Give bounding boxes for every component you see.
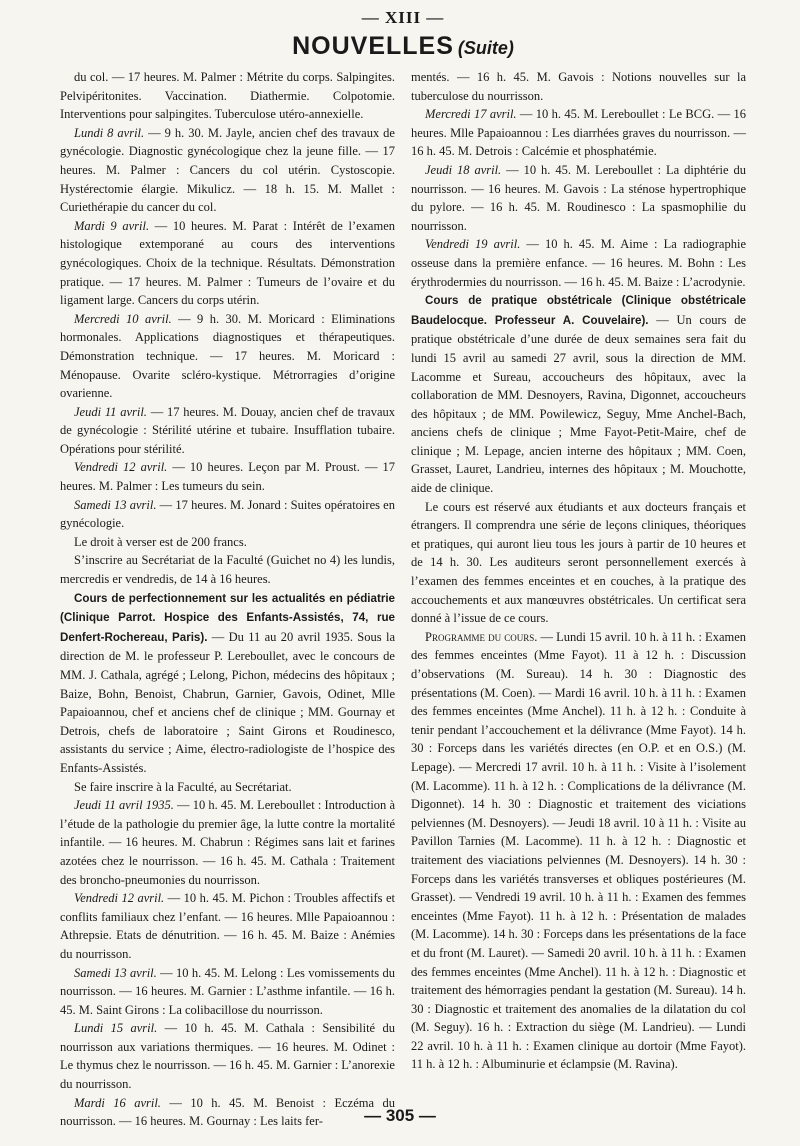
paragraph-text: — Du 11 au 20 avril 1935. Sous la direction de M. le professeur P. Lereboullet, avec le concours de MM. J. Cathala, agrégé ; Lelong, Pichon, médecins des hôpitaux ; Baize, Bohn, Benoist, Chabrun, Garnier, Gavois, Odinet, Mlle Papaioannou, chef et anciens chef de clinique ; MM. Gournay et Detrois, chefs de laboratoire ; Saint Girons et Roudinesco, assistants du service ; Aime, électro-radiologiste de l’hospice des Enfants-Assistés.	[60, 629, 395, 775]
paragraph-text: — Un cours de pratique obstétricale d’une durée de deux semaines sera fait du lundi 15 avril au samedi 27 avril, sous la direction de MM. Lacomme et Sureau, accoucheurs des hôpitaux, avec la collaboration de MM. Desnoyers, Ravina, Digonnet, accoucheurs des hôpitaux ; de MM. Powilewicz, Seguy, Mme Anchel-Bach, anciens chefs de clinique ; Mme Fayot-Petit-Maire, chef de clinique ; M. Lepage, ancien interne des hôpitaux ; MM. Coen, Grasset, Lauret, Landrieu, internes des hôpitaux ; M. Mouchotte, aide de clinique.	[411, 312, 747, 496]
date-label: Samedi 13 avril.	[74, 965, 157, 980]
paragraph-text: Le droit à verser est de 200 francs.	[74, 534, 247, 549]
paragraph-text: — 10 heures. Leçon par M. Proust. — 17 heures. M. Palmer : Les tumeurs du sein.	[60, 460, 396, 494]
date-label: Mercredi 10 avril.	[74, 311, 172, 326]
paragraph	[60, 964, 395, 1020]
paragraph-text: du col. — 17 heures. M. Palmer : Métrite du corps. Salpingites. Pelvipéritonites. Vaccination. Diathermie. Colpotomie. Interventions pour salpingites. Tuberculose utéro-annexielle.	[60, 70, 395, 122]
paragraph	[60, 310, 395, 403]
paragraph	[411, 291, 746, 498]
paragraph-text: — 9 h. 30. M. Jayle, ancien chef des travaux de gynécologie. Diagnostic gynécologique chez la jeune fille. — 17 heures. M. Palmer : Cancers du col utérin. Cystoscopie. Hystérectomie élargie. Mikulicz. — 18 h. 15. M. Mallet : Curiethérapie du cancer du col.	[60, 125, 395, 215]
date-label: Lundi 15 avril.	[74, 1021, 158, 1036]
date-label: Vendredi 19 avril.	[425, 237, 521, 252]
paragraph	[411, 498, 746, 628]
date-label: Vendredi 12 avril.	[74, 891, 165, 906]
paragraph-text: — 10 h. 45. M. Aime : La radiographie osseuse dans la première enfance. — 16 heures. M. Bohn : Les érythrodermies du nourrisson. — 16 h. 45. M. Baize : L’acrodynie.	[411, 237, 746, 289]
paragraph-text: — 17 heures. M. Douay, ancien chef de travaux de gynécologie : Stérilité utérine et tubaire. Insufflation tubaire. Opérations pour stérilité.	[60, 404, 395, 456]
date-label: Vendredi 12 avril.	[74, 460, 168, 475]
date-label: Lundi 8 avril.	[74, 125, 145, 140]
paragraph-text: — 10 h. 45. M. Cathala : Sensibilité du nourrisson aux variations thermiques. — 16 heures. M. Odinet : Le thymus chez le nourrisson. — 16 h. 45. M. Garnier : L’anorexie du nourrisson.	[60, 1021, 395, 1092]
paragraph	[411, 68, 746, 105]
right-column	[411, 68, 746, 1131]
title-main: NOUVELLES	[292, 32, 454, 60]
date-label: Mardi 16 avril.	[74, 1095, 161, 1110]
paragraph-text: — 17 heures. M. Jonard : Suites opératoires en gynécologie.	[60, 497, 395, 531]
section-label: Programme du cours.	[425, 629, 538, 644]
date-label: Mardi 9 avril.	[74, 218, 150, 233]
date-label: Samedi 13 avril.	[74, 497, 157, 512]
date-label: Mercredi 17 avril.	[425, 107, 517, 122]
paragraph	[60, 551, 395, 588]
paragraph-text: Se faire inscrire à la Faculté, au Secrétariat.	[74, 779, 292, 794]
paragraph	[60, 1019, 395, 1093]
paragraph-text: — 10 h. 45. M. Lelong : Les vomissements du nourrisson. — 16 heures. M. Garnier : L’asthme infantile. — 16 h. 45. M. Saint Girons : La colibacillose du nourrisson.	[60, 965, 395, 1017]
paragraph-text: — 10 heures. M. Parat : Intérêt de l’examen histologique extemporané au cours des interventions gynécologiques. Choix de la technique. Résultats. Démonstration pratique. — 17 heures. M. Palmer : Tumeurs de l’ovaire et du ligament large. Cancers du corps utérin.	[60, 218, 395, 308]
page-roman-number: — XIII —	[361, 8, 445, 27]
paragraph	[60, 533, 395, 552]
date-label: Jeudi 11 avril 1935.	[74, 798, 174, 813]
paragraph-text: — 10 h. 45. M. Lereboullet : La diphtérie du nourrisson. — 16 heures. M. Gavois : La sténose hypertrophique du pylore. — 16 h. 45. M. Roudinesco : La spasmophilie du nourrisson.	[411, 162, 746, 233]
paragraph	[60, 778, 395, 797]
paragraph	[60, 124, 395, 217]
paragraph-text: — 10 h. 45. M. Lereboullet : Introduction à l’étude de la pathologie du premier âge, la lutte contre la mortalité infantile. — 16 heures. M. Chabrun : Régimes sans lait et farines azotées chez le nourrisson. — 16 h. 45. M. Cathala : Traitement des broncho-pneumonies du nourrisson.	[60, 798, 396, 887]
paragraph-text: — 10 h. 45. M. Benoist : Eczéma du nourrisson. — 16 heures. M. Gournay : Les laits fer-	[60, 1095, 395, 1129]
paragraph	[411, 161, 746, 235]
date-label: Jeudi 11 avril.	[74, 404, 147, 419]
paragraph-text: — 9 h. 30. M. Moricard : Eliminations hormonales. Applications diagnostiques et thérapeutiques. Démonstration technique. — 17 heures. M. Moricard : Ménopause. Ovarite scléro-kystique. Métrorragies d’origine ovarienne.	[60, 311, 395, 401]
text-columns	[60, 68, 746, 1131]
paragraph-text: Le cours est réservé aux étudiants et aux docteurs français et étrangers. Il comprendra une série de leçons cliniques, théoriques et pratiques, qui auront lieu tous les jours à partir de 10 heures et de 14 h. 30. Les auditeurs seront personnellement exercés à l’examen des femmes enceintes et en couches, à la pratique des accouchements et aux manœuvres obstétricales. Un certificat sera donné à l’issue de ce cours.	[411, 499, 746, 626]
paragraph	[60, 889, 395, 963]
paragraph	[411, 628, 746, 1074]
paragraph	[411, 235, 746, 291]
paragraph-text: — 10 h. 45. M. Pichon : Troubles affectifs et conflits familiaux chez l’enfant. — 16 heures. Mlle Papaioannou : Athrepsie. Etats de dénutrition. — 16 h. 45. M. Baize : Anémies du nourrisson.	[60, 891, 395, 961]
paragraph	[60, 217, 395, 310]
course-heading: Cours de pratique obstétricale (Clinique obstétricale Baudelocque. Professeur A. Couvelaire).	[411, 294, 746, 327]
paragraph-text: — Lundi 15 avril. 10 h. à 11 h. : Examen des femmes enceintes (Mme Fayot). 11 à 12 h. : Discussion d’observations (M. Sureau). 14 h. 30 : Diagnostic des présentations (M. Coen). — Mardi 16 avril. 10 h. à 11 h. : Examen des femmes enceintes (Mme Anchel). 11 h. à 12 h. : Conduite à tenir pendant l’accouchement et la délivrance (Mme Fayot). 14 h. 30 : Forceps dans les variétés directes (en O.P. et en O.S.) (M. Lepage). — Mercredi 17 avril. 10 h. à 11 h. : Visite à l’isolement (M. Lacomme). 11 h. à 12 h. : Complications de la délivrance (M. Digonnet). 14 h. 30 : Diagnostic et traitement des viciations pelviennes (M. Desnoyers). — Jeudi 18 avril. 10 à 11 h. : Visite au Pavillon Tarnies (M. Lacomme). 11 h. à 12 h. : Diagnostic et traitement des viaciations pelviennes (M. Desnoyers). 14 h. 30 : Forceps dans les variétés transverses et obliques postérieures (M. Grasset). — Vendredi 19 avril. 10 h. à 11 h. : Examen des femmes enceintes (Mme Fayot). 11 h. à 12 h. : Présentation de malades (M. Lacomme). 14 h. 30 : Forceps dans les présentations de la face et du front (M. Lauret). — Samedi 20 avril. 10 h. à 11 h. : Examen des femmes enceintes (Mme Anchel). 11 h. à 12 h. : Diagnostic et traitement des hémorragies pendant la gestation (M. Sureau). 14 h. 30 : Diagnostic et traitement des anomalies de la dilatation du col (M. Seguy). 16 h. : Extraction du siège (M. Landrieu). — Lundi 22 avril. 10 h. à 11 h. : Examen clinique au dortoir (Mme Fayot). 11 h. à 12 h. : Albuminurie et éclampsie (M. Ravina).	[411, 629, 747, 1072]
paragraph-text: — 10 h. 45. M. Lereboullet : Le BCG. — 16 heures. Mlle Papaioannou : Les diarrhées graves du nourrisson. — 16 h. 45. M. Detrois : Calcémie et phosphatémie.	[411, 107, 746, 159]
paragraph	[60, 496, 395, 533]
paragraph	[60, 589, 395, 778]
left-column	[60, 68, 395, 1131]
date-label: Jeudi 18 avril.	[425, 162, 502, 177]
paragraph	[60, 403, 395, 459]
paragraph	[411, 105, 746, 161]
page-title	[60, 30, 746, 62]
paragraph-text: S’inscrire au Secrétariat de la Faculté (Guichet no 4) les lundis, mercredis er vendredis, de 14 à 16 heures.	[60, 553, 395, 587]
paragraph-text: mentés. — 16 h. 45. M. Gavois : Notions nouvelles sur la tuberculose du nourrisson.	[411, 70, 746, 103]
paragraph	[60, 796, 395, 889]
paragraph	[60, 458, 395, 495]
paragraph	[60, 68, 395, 124]
page-number: — 305 —	[364, 1106, 436, 1125]
course-heading: Cours de perfectionnement sur les actualités en pédiatrie (Clinique Parrot. Hospice des Enfants-Assistés, 74, rue Denfert-Rochereau, Paris).	[60, 591, 395, 644]
title-suite: (Suite)	[457, 38, 514, 58]
